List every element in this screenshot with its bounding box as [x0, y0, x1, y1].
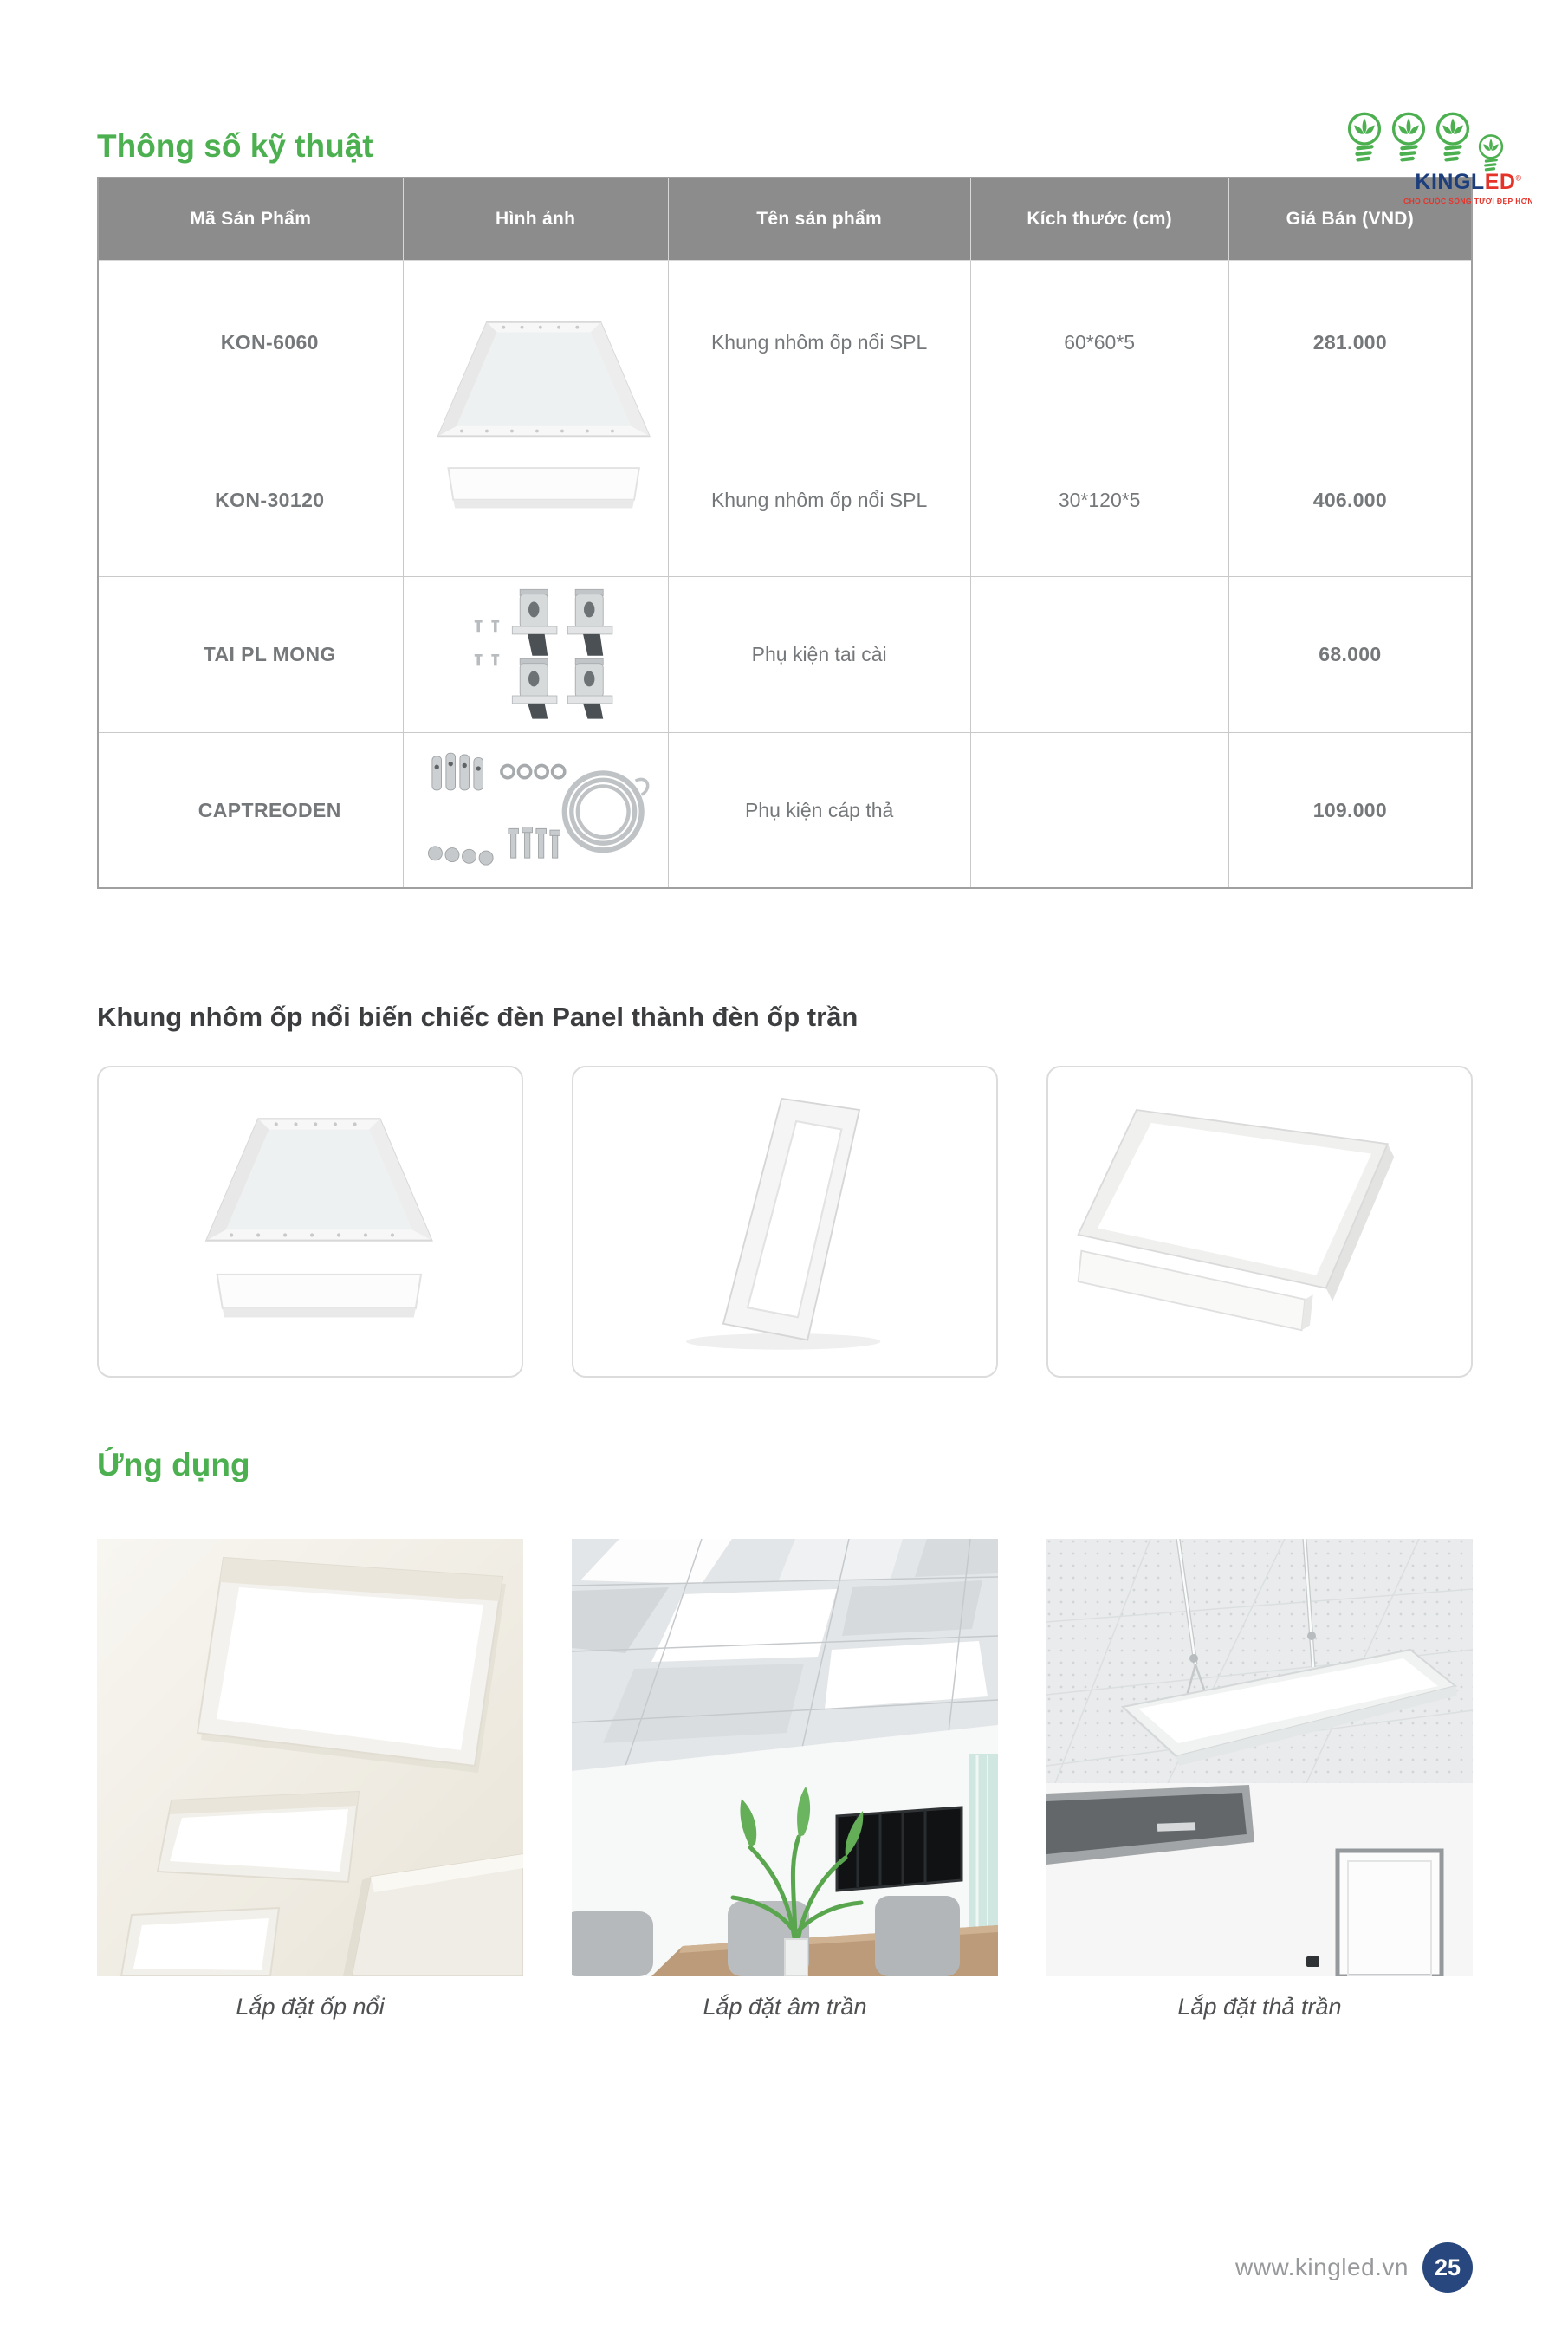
- spec-table-head: [98, 178, 1472, 260]
- apps-photo-row: [97, 1539, 1473, 1976]
- frame-image-assembled-panel: [1046, 1066, 1473, 1378]
- table-row: [98, 260, 1472, 425]
- bulb-icon: [1344, 111, 1384, 165]
- kingled-logo: [1403, 133, 1533, 205]
- product-size: 60*60*5: [970, 260, 1228, 425]
- product-price: 406.000: [1228, 425, 1472, 576]
- registered-mark: ®: [1515, 173, 1522, 183]
- spec-table: [97, 177, 1473, 889]
- column-header-code: Mã Sản Phẩm: [98, 178, 403, 260]
- kingled-logo-text: [1415, 172, 1521, 193]
- tv-screen: [837, 1807, 962, 1891]
- product-image-cell: [403, 260, 668, 576]
- table-row: [98, 425, 1472, 576]
- product-code: TAI PL MONG: [98, 576, 403, 732]
- photo-caption: Lắp đặt âm trần: [703, 1994, 867, 2020]
- product-code: KON-30120: [98, 425, 403, 576]
- logo-text-kingl: KINGL: [1415, 170, 1485, 194]
- assembled-panel-image: [1073, 1083, 1446, 1360]
- catalog-page: [0, 111, 1568, 2329]
- frames-section-title: Khung nhôm ốp nổi biến chiếc đèn Panel thành đèn ốp trần: [97, 1002, 859, 1032]
- website-link[interactable]: www.kingled.vn: [1235, 2254, 1409, 2280]
- photo-captions-row: [97, 1994, 1473, 2021]
- photo-caption: Lắp đặt thả trần: [1177, 1994, 1342, 2020]
- apps-section-title: Ứng dụng: [97, 1447, 250, 1482]
- chair: [572, 1911, 653, 1976]
- photo-surface-mounted: [97, 1539, 523, 1976]
- frames-image-row: [97, 1066, 1473, 1378]
- product-name: Phụ kiện cáp thả: [668, 732, 970, 888]
- page-number-badge: 25: [1422, 2242, 1473, 2293]
- column-header-size: Kích thước (cm): [970, 178, 1228, 260]
- product-image-frame-kit: [410, 289, 661, 548]
- product-code: KON-6060: [98, 260, 403, 425]
- product-price: 68.000: [1228, 576, 1472, 732]
- specs-title: Thông số kỹ thuật: [97, 128, 373, 164]
- surface-mounted-photo-image: [97, 1539, 523, 1976]
- spec-table-body: [98, 260, 1472, 888]
- photo-caption: Lắp đặt ốp nổi: [236, 1994, 385, 2020]
- suspended-photo-image: [1046, 1539, 1473, 1976]
- chair: [875, 1896, 960, 1976]
- photo-recessed: [572, 1539, 998, 1976]
- photo-suspended: [1046, 1539, 1473, 1976]
- table-row: [98, 732, 1472, 888]
- product-name: Khung nhôm ốp nổi SPL: [668, 260, 970, 425]
- frame-image-tray: [97, 1066, 523, 1378]
- product-name: Phụ kiện tai cài: [668, 576, 970, 732]
- product-image-cell: [403, 576, 668, 732]
- column-header-name: Tên sản phẩm: [668, 178, 970, 260]
- door: [1338, 1851, 1442, 1976]
- page-footer: [1235, 2242, 1473, 2293]
- column-header-price: Giá Bán (VND): [1228, 178, 1472, 260]
- header-row: [98, 178, 1472, 260]
- product-image-cable-kit: [410, 741, 661, 879]
- product-code: CAPTREODEN: [98, 732, 403, 888]
- logo-text-ed: ED: [1484, 170, 1516, 194]
- product-name: Khung nhôm ốp nổi SPL: [668, 425, 970, 576]
- table-row: [98, 576, 1472, 732]
- page-content: [0, 111, 1568, 2021]
- product-size: 30*120*5: [970, 425, 1228, 576]
- product-size: [970, 576, 1228, 732]
- product-price: 109.000: [1228, 732, 1472, 888]
- recessed-photo-image: [572, 1539, 998, 1976]
- empty-frame-image: [599, 1083, 971, 1360]
- product-size: [970, 732, 1228, 888]
- product-image-mounting-clips: [410, 585, 661, 723]
- kingled-logo-bulb-icon: [1476, 133, 1506, 173]
- column-header-image: Hình ảnh: [403, 178, 668, 260]
- wall-switch: [1306, 1956, 1319, 1967]
- frame-image-empty-frame: [572, 1066, 998, 1378]
- specs-header-row: [97, 111, 1473, 165]
- logo-tagline: CHO CUỘC SỐNG TƯƠI ĐẸP HƠN: [1403, 197, 1533, 205]
- frame-tray-image: [124, 1083, 496, 1360]
- product-price: 281.000: [1228, 260, 1472, 425]
- product-image-cell: [403, 732, 668, 888]
